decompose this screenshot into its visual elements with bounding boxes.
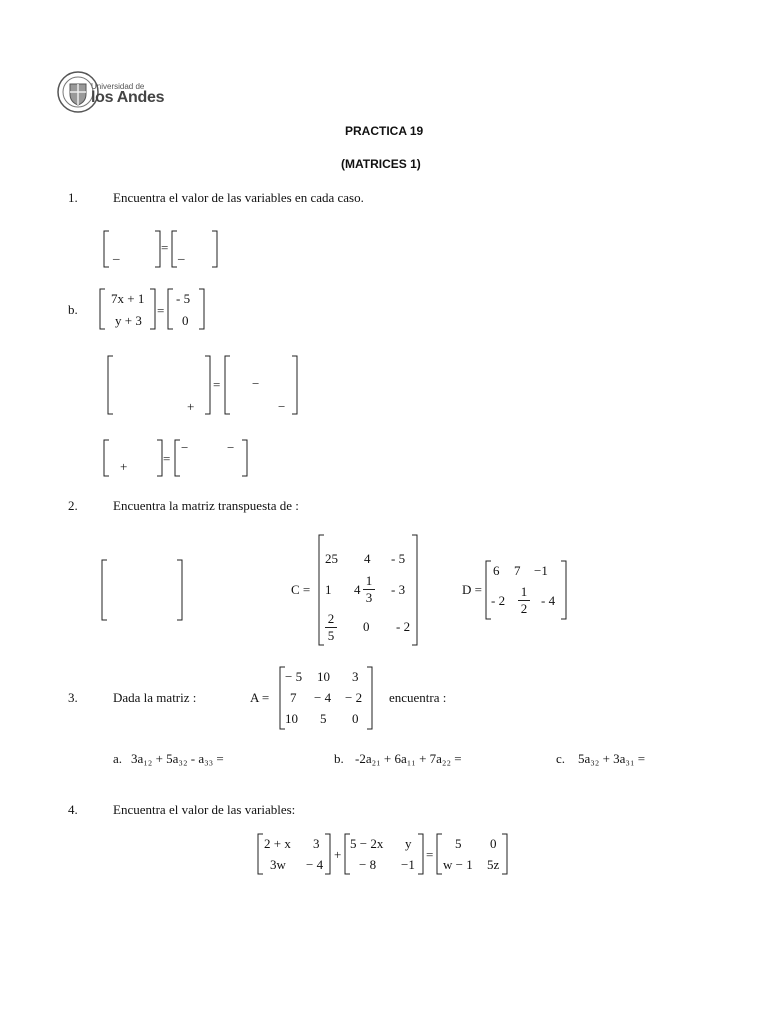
q1c-left-bracket (108, 356, 214, 414)
q3-after-text: encuentra : (389, 690, 447, 705)
matrix-c-r3c1-fraction (325, 611, 337, 644)
q1d-equals: = (163, 451, 171, 466)
matrix-d-r2c2-num: 1 (520, 584, 528, 599)
q1b-right-r2: 0 (182, 313, 189, 328)
q1b-label: b. (68, 302, 78, 317)
matrix-c-r2c1: 1 (325, 582, 332, 597)
q4-m1-r2c1: 3w (270, 857, 286, 872)
q1a-left-cell: _ (113, 246, 120, 261)
q3-item-b-expr: -2a₂₁ + 6a₁₁ + 7a₂₂ = (355, 751, 462, 766)
q1b-right-r1: - 5 (176, 291, 191, 306)
q4-m1-r2c2: − 4 (306, 857, 324, 872)
q2-number: 2. (68, 498, 78, 513)
q1a-right-cell: _ (178, 246, 185, 261)
q3-text: Dada la matriz : (113, 690, 197, 705)
matrix-a-r3c2: 5 (320, 711, 327, 726)
q4-m3-r2c2: 5z (487, 857, 500, 872)
matrix-a-r3c3: 0 (352, 711, 359, 726)
q3-item-a-label: a. (113, 751, 123, 766)
q1b-left-r1: 7x + 1 (111, 291, 145, 306)
q1c-right-r2: − (278, 399, 286, 414)
q4-m2-r1c2: y (405, 836, 412, 851)
matrix-d-r2c3: - 4 (541, 593, 556, 608)
q1a-equals: = (161, 240, 169, 255)
matrix-a-r2c1: 7 (290, 690, 297, 705)
q4-m1-r1c1: 2 + x (264, 836, 291, 851)
matrix-d-r2c2-fraction (518, 584, 530, 617)
q3-item-b-label: b. (334, 751, 344, 766)
logo-text-line1: Universidad de (91, 82, 145, 91)
q4-m3-r1c2: 0 (490, 836, 497, 851)
q3-number: 3. (68, 690, 78, 705)
q4-m3-r2c1: w − 1 (443, 857, 473, 872)
q1d-right-r1a: − (181, 440, 189, 455)
matrix-c-r2c3: - 3 (391, 582, 406, 597)
matrix-d-r2c2-den: 2 (518, 600, 530, 617)
q1d-right-r1b: − (227, 440, 235, 455)
matrix-c-r3c2: 0 (363, 619, 370, 634)
q4-m2-r2c1: − 8 (359, 857, 377, 872)
matrix-a-r1c2: 10 (317, 669, 330, 684)
q3-item-c-expr: 5a₃₂ + 3a₃₁ = (578, 751, 646, 766)
page-subtitle: (MATRICES 1) (341, 157, 421, 171)
matrix-a-r2c2: − 4 (314, 690, 332, 705)
q4-number: 4. (68, 802, 78, 817)
matrix-c-r2c2-den: 3 (363, 589, 375, 606)
matrix-c-r2c2-whole: 4 (354, 582, 361, 597)
q3-item-a-expr: 3a₁₂ + 5a₃₂ - a₃₃ = (131, 751, 224, 766)
matrix-c-r3c1-num: 2 (327, 611, 335, 626)
q1-number: 1. (68, 190, 78, 205)
q4-text: Encuentra el valor de las variables: (113, 802, 296, 817)
q3-item-c-label: c. (556, 751, 566, 766)
q4-m2-r2c2: −1 (401, 857, 415, 872)
q1b-equals: = (157, 303, 165, 318)
q4-m2-r1c1: 5 − 2x (350, 836, 384, 851)
q1-text: Encuentra el valor de las variables en cada caso. (113, 190, 364, 205)
q1c-right-r1: − (252, 376, 260, 391)
matrix-a-r2c3: − 2 (345, 690, 363, 705)
q1d-left-bracket (104, 440, 166, 476)
matrix-d-label: D = (462, 582, 482, 597)
matrix-a-r3c1: 10 (285, 711, 298, 726)
matrix-c-r1c3: - 5 (391, 551, 406, 566)
q1b-left-r2: y + 3 (115, 313, 142, 328)
q1c-equals: = (213, 377, 221, 392)
matrix-c-r2c2-fraction (363, 573, 375, 606)
q4-plus: + (334, 847, 342, 862)
matrix-a-r1c3: 3 (352, 669, 359, 684)
page-title: PRACTICA 19 (345, 124, 424, 138)
q1c-left-plus: + (187, 399, 195, 414)
matrix-c-label: C = (291, 582, 311, 597)
matrix-d-r1c2: 7 (514, 563, 521, 578)
matrix-d-r2c1: - 2 (491, 593, 506, 608)
matrix-c-r3c1-den: 5 (325, 627, 337, 644)
matrix-d-r1c1: 6 (493, 563, 500, 578)
matrix-a-r1c1: − 5 (285, 669, 303, 684)
q2-text: Encuentra la matriz transpuesta de : (113, 498, 299, 513)
q4-m3-r1c1: 5 (455, 836, 462, 851)
q1c-right-bracket (225, 356, 301, 414)
university-logo (56, 70, 166, 114)
matrix-a-label: A = (250, 690, 270, 705)
q2-blank-bracket (102, 560, 186, 620)
q4-m1-r1c2: 3 (313, 836, 320, 851)
matrix-c-r3c3: - 2 (396, 619, 411, 634)
q4-equals: = (426, 847, 434, 862)
matrix-c-r1c2: 4 (364, 551, 371, 566)
matrix-d-r1c3: −1 (534, 563, 548, 578)
logo-text-line2: los Andes (91, 89, 165, 106)
matrix-c-r1c1: 25 (325, 551, 338, 566)
q1d-left-plus: + (120, 459, 128, 474)
matrix-c-r2c2-num: 1 (365, 573, 373, 588)
